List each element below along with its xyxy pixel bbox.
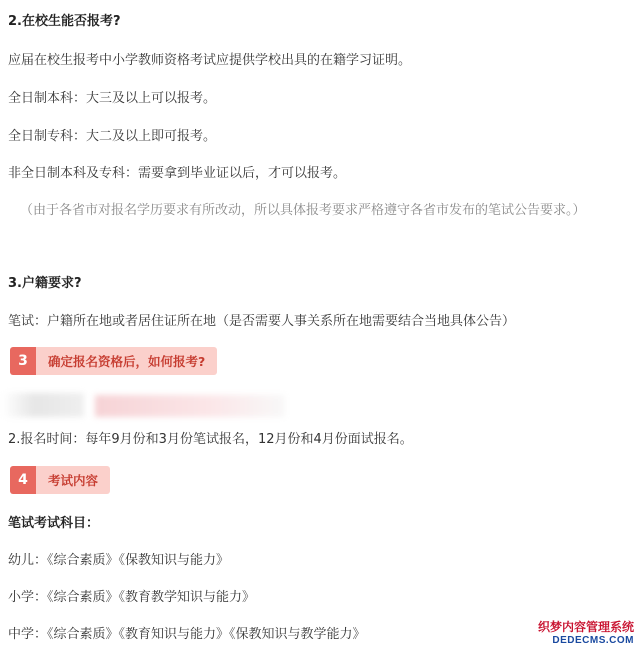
paragraph-fulltime-college: 全日制专科：大二及以上即可报考。 [8,129,217,144]
section-badge-exam-content [10,466,110,494]
subjects-middle: 中学：《综合素质》《教育知识与能力》《保教知识与教学能力》 [8,627,366,642]
badge-number: 3 [10,347,36,375]
paragraph-household-written: 笔试：户籍所在地或者居住证所在地（是否需要人事关系所在地需要结合当地具体公告） [8,314,516,329]
paragraph-parttime: 非全日制本科及专科：需要拿到毕业证以后，才可以报考。 [8,166,347,181]
note-requirements: （由于各省市对报名学历要求有所改动，所以具体报考要求严格遵守各省市发布的笔试公告要求。） [20,203,586,218]
badge-label: 确定报名资格后，如何报考? [36,347,217,375]
blurred-text [2,393,84,417]
subjects-kindergarten: 幼儿：《综合素质》《保教知识与能力》 [8,553,230,568]
badge-number: 4 [10,466,36,494]
subjects-heading: 笔试考试科目： [8,516,100,531]
site-watermark [538,618,634,646]
subjects-primary: 小学：《综合素质》《教育教学知识与能力》 [8,590,256,605]
paragraph-fulltime-undergrad: 全日制本科：大三及以上可以报考。 [8,91,217,106]
section-badge-how-to-register [10,347,217,375]
paragraph-student-proof: 应届在校生报考中小学教师资格考试应提供学校出具的在籍学习证明。 [8,53,412,68]
watermark-title: 织梦内容管理系统 [537,620,634,634]
blurred-text-highlight [95,395,285,417]
paragraph-registration-time: 2.报名时间：每年9月份和3月份笔试报名，12月份和4月份面试报名。 [8,432,413,447]
watermark-domain: DEDECMS.COM [552,635,634,646]
section-heading-household: 3.户籍要求? [8,276,82,291]
badge-label: 考试内容 [36,466,110,494]
section-heading-enrollment: 2.在校生能否报考? [8,14,121,29]
